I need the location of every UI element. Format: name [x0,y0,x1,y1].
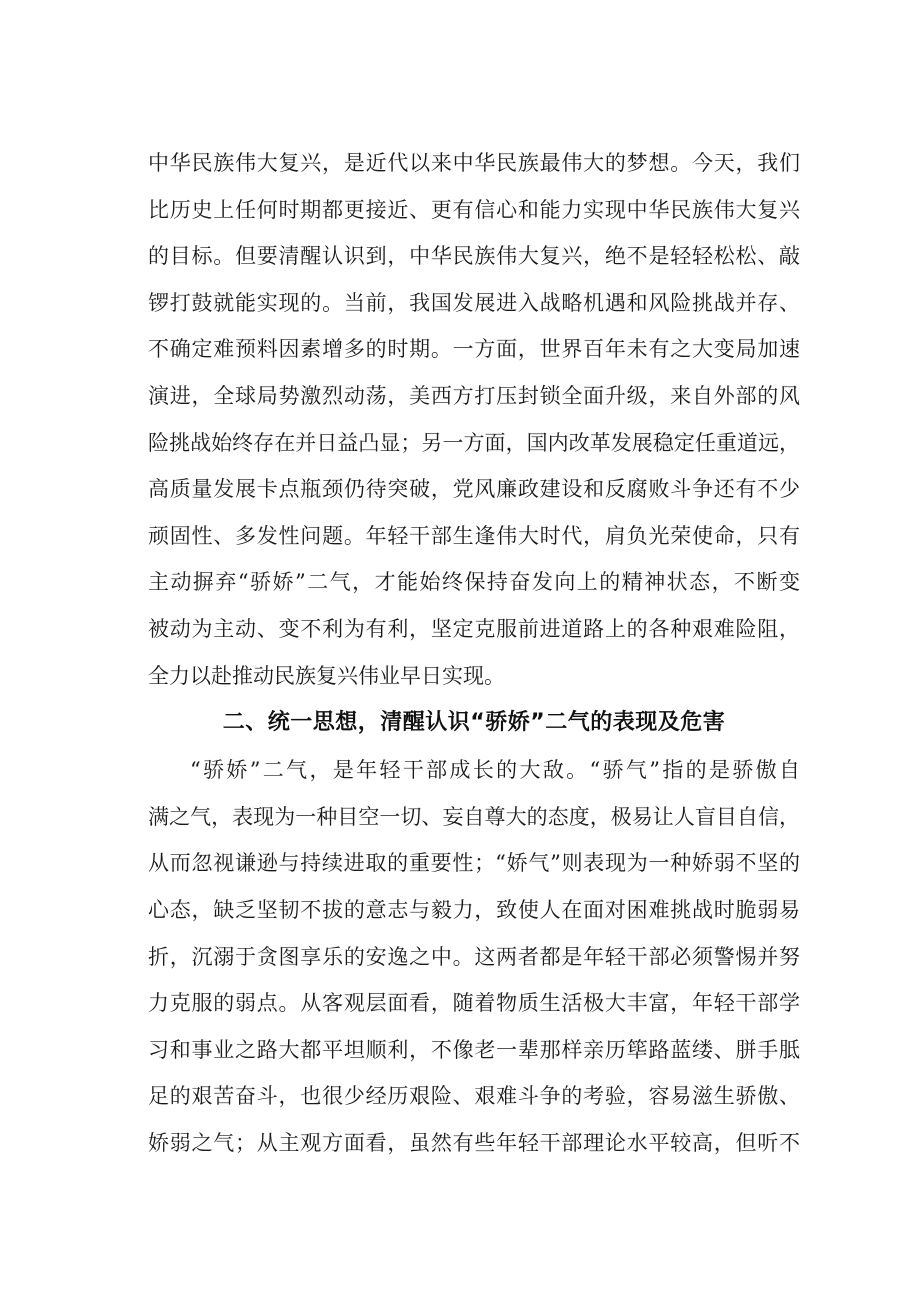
paragraph-1 [148,140,800,699]
paragraph-line: 折，沉溺于贪图享乐的安逸之中。这两者都是年轻干部必须警惕并努 [148,944,800,969]
paragraph-line: 主动摒弃“骄娇”二气，才能始终保持奋发向上的精神状态，不断变 [148,570,800,595]
paragraph-2 [148,747,800,1166]
paragraph-line: 锣打鼓就能实现的。当前，我国发展进入战略机遇和风险挑战并存、 [148,290,800,315]
paragraph-line: 全力以赴推动民族复兴伟业早日实现。 [148,663,505,688]
paragraph-line: 险挑战始终存在并日益凸显；另一方面，国内改革发展稳定任重道远， [148,430,800,455]
paragraph-line: 高质量发展卡点瓶颈仍待突破，党风廉政建设和反腐败斗争还有不少 [148,477,800,502]
paragraph-line: 习和事业之路大都平坦顺利，不像老一辈那样亲历筚路蓝缕、胼手胝 [148,1037,800,1062]
section-heading: 二、统一思想，清醒认识“骄娇”二气的表现及危害 [222,710,726,736]
paragraph-line: 中华民族伟大复兴，是近代以来中华民族最伟大的梦想。今天，我们 [148,151,800,175]
paragraph-line: 力克服的弱点。从客观层面看，随着物质生活极大丰富，年轻干部学 [148,991,800,1016]
paragraph-line: 不确定难预料因素增多的时期。一方面，世界百年未有之大变局加速 [148,337,800,362]
document-body [148,140,800,1166]
paragraph-line: 从而忽视谦逊与持续进取的重要性；“娇气”则表现为一种娇弱不坚的 [148,851,800,876]
paragraph-line: “骄娇”二气，是年轻干部成长的大敌。“骄气”指的是骄傲自 [190,758,800,783]
paragraph-line: 演进，全球局势激烈动荡，美西方打压封锁全面升级，来自外部的风 [148,383,800,408]
paragraph-line: 足的艰苦奋斗，也很少经历艰险、艰难斗争的考验，容易滋生骄傲、 [148,1084,800,1109]
paragraph-line: 的目标。但要清醒认识到，中华民族伟大复兴，绝不是轻轻松松、敲 [148,244,800,269]
paragraph-line: 顽固性、多发性问题。年轻干部生逢伟大时代，肩负光荣使命，只有 [148,523,800,548]
paragraph-line: 娇弱之气；从主观方面看，虽然有些年轻干部理论水平较高，但听不 [148,1130,800,1155]
paragraph-line: 比历史上任何时期都更接近、更有信心和能力实现中华民族伟大复兴 [148,197,800,222]
paragraph-line: 满之气，表现为一种目空一切、妄自尊大的态度，极易让人盲目自信， [148,804,800,829]
paragraph-line: 被动为主动、变不利为有利，坚定克服前进道路上的各种艰难险阻， [148,616,800,641]
paragraph-line: 心态，缺乏坚韧不拔的意志与毅力，致使人在面对困难挑战时脆弱易 [148,897,800,922]
